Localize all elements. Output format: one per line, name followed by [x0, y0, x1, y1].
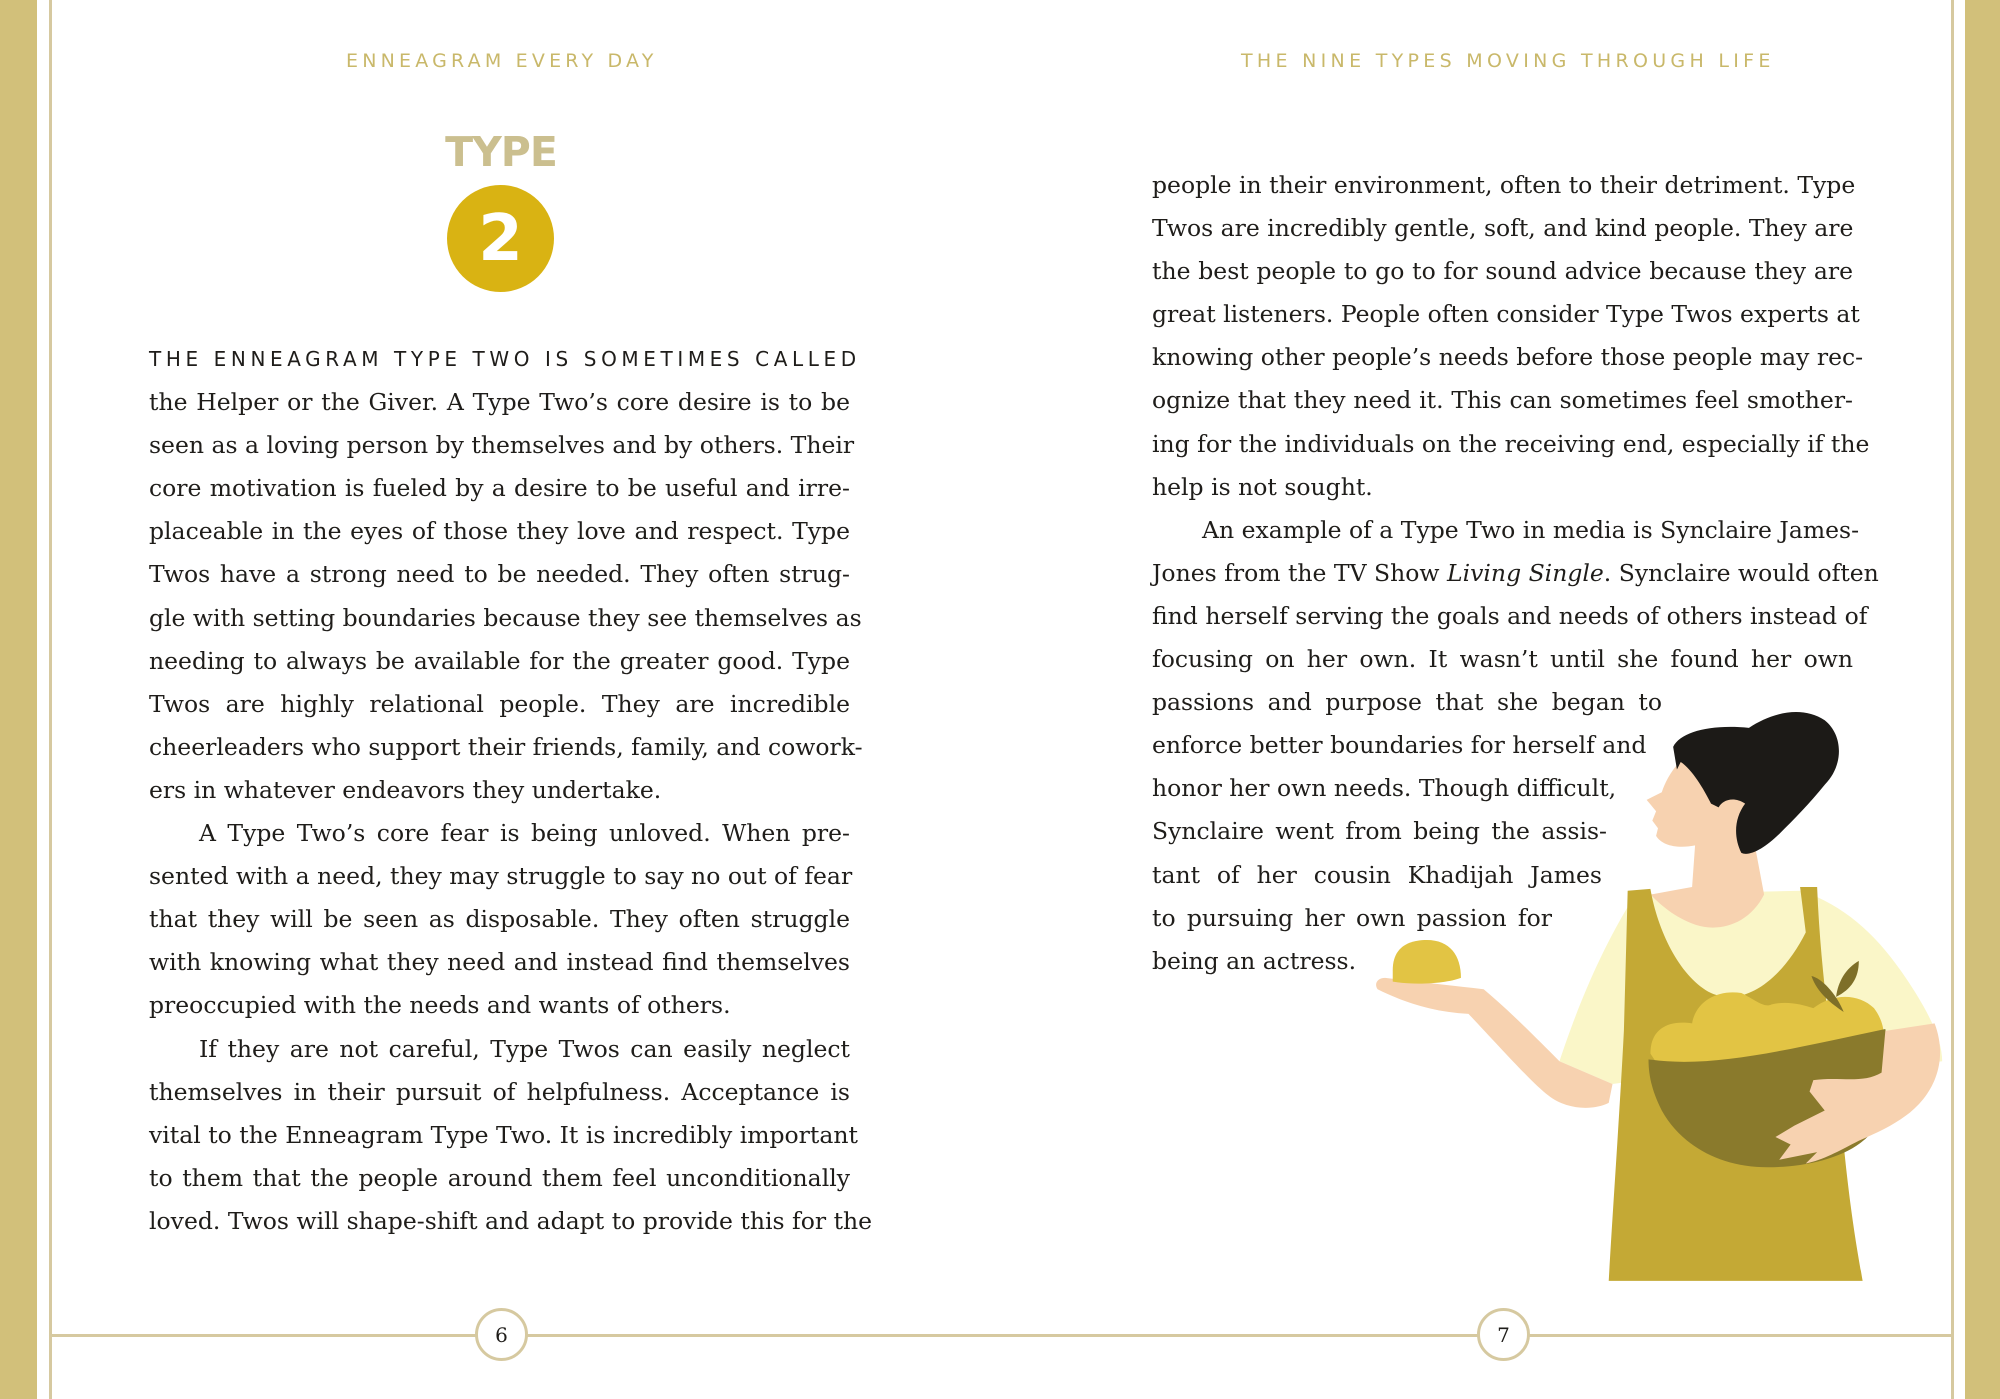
body-line: great listeners. People often consider Type Twos experts at — [1152, 300, 1860, 329]
body-line: to pursuing her own passion for — [1152, 903, 1552, 932]
page-number-left: 6 — [475, 1308, 528, 1361]
body-line: focusing on her own. It wasn’t until she found her own — [1152, 645, 1853, 674]
body-line: cheerleaders who support their friends, family, and cowork- — [149, 732, 863, 761]
left-page-body — [149, 338, 873, 1243]
body-line: seen as a loving person by themselves and by others. Their — [149, 431, 855, 460]
body-line: passions and purpose that she began to — [1152, 688, 1662, 717]
body-line: ers in whatever endeavors they undertake. — [149, 775, 662, 804]
body-line: vital to the Enneagram Type Two. It is incredibly important — [149, 1120, 858, 1149]
body-line: sented with a need, they may struggle to say no out of fear — [149, 862, 853, 891]
body-line: THE ENNEAGRAM TYPE TWO IS SOMETIMES CALLED — [149, 347, 861, 371]
held-fruit-shape — [1393, 940, 1461, 984]
body-line-with-title — [1152, 552, 1879, 595]
body-line: knowing other people’s needs before those people may rec- — [1152, 343, 1864, 372]
left-edge-bar — [0, 0, 37, 1399]
body-line: ing for the individuals on the receiving end, especially if the — [1152, 429, 1870, 458]
left-frame-line — [49, 0, 52, 1399]
body-line: gle with setting boundaries because they see themselves as — [149, 603, 862, 632]
body-text: Jones from the TV Show — [1152, 558, 1448, 587]
body-line: with knowing what they need and instead find themselves — [149, 948, 850, 977]
body-line: tant of her cousin Khadijah James — [1152, 860, 1602, 889]
body-line: core motivation is fueled by a desire to be useful and irre- — [149, 474, 850, 503]
page-number-right: 7 — [1477, 1308, 1530, 1361]
body-line: An example of a Type Two in media is Synclaire James- — [1202, 515, 1860, 544]
body-line: Twos are incredibly gentle, soft, and kind people. They are — [1152, 214, 1854, 243]
body-line: needing to always be available for the greater good. Type — [149, 646, 850, 675]
body-line: Synclaire went from being the assis- — [1152, 817, 1607, 846]
woman-with-fruit-bowl-illustration — [1370, 690, 1960, 1340]
body-line: Twos have a strong need to be needed. They often strug- — [149, 560, 850, 589]
body-line: help is not sought. — [1152, 472, 1373, 501]
body-line: people in their environment, often to their detriment. Type — [1152, 171, 1856, 199]
body-line: preoccupied with the needs and wants of others. — [149, 991, 731, 1020]
body-line: to them that the people around them feel unconditionally — [149, 1163, 850, 1192]
body-line: ognize that they need it. This can sometimes feel smother- — [1152, 386, 1853, 415]
type-number: 2 — [478, 201, 523, 276]
type-number-badge — [447, 185, 554, 292]
body-line: placeable in the eyes of those they love and respect. Type — [149, 517, 850, 546]
body-line: that they will be seen as disposable. They often struggle — [149, 905, 850, 934]
body-line: enforce better boundaries for herself and — [1152, 731, 1647, 760]
body-line: Twos are highly relational people. They are incredible — [149, 689, 850, 718]
body-line: themselves in their pursuit of helpfulness. Acceptance is — [149, 1077, 850, 1106]
body-line: honor her own needs. Though difficult, — [1152, 774, 1617, 803]
running-head-left: ENNEAGRAM EVERY DAY — [346, 50, 658, 72]
type-label: TYPE — [445, 128, 557, 176]
body-line: the Helper or the Giver. A Type Two’s core desire is to be — [149, 388, 850, 417]
body-line: the best people to go to for sound advice because they are — [1152, 257, 1853, 286]
body-line: A Type Two’s core fear is being unloved. When pre- — [199, 819, 850, 848]
show-title: Living Single — [1447, 558, 1604, 587]
body-line: If they are not careful, Type Twos can easily neglect — [199, 1034, 850, 1063]
body-line: loved. Twos will shape-shift and adapt to provide this for the — [149, 1206, 873, 1235]
body-line: find herself serving the goals and needs of others instead of — [1152, 601, 1868, 630]
right-edge-bar — [1965, 0, 2000, 1399]
body-text: . Synclaire would often — [1603, 558, 1879, 587]
body-line: being an actress. — [1152, 946, 1357, 975]
running-head-right: THE NINE TYPES MOVING THROUGH LIFE — [1241, 50, 1775, 72]
